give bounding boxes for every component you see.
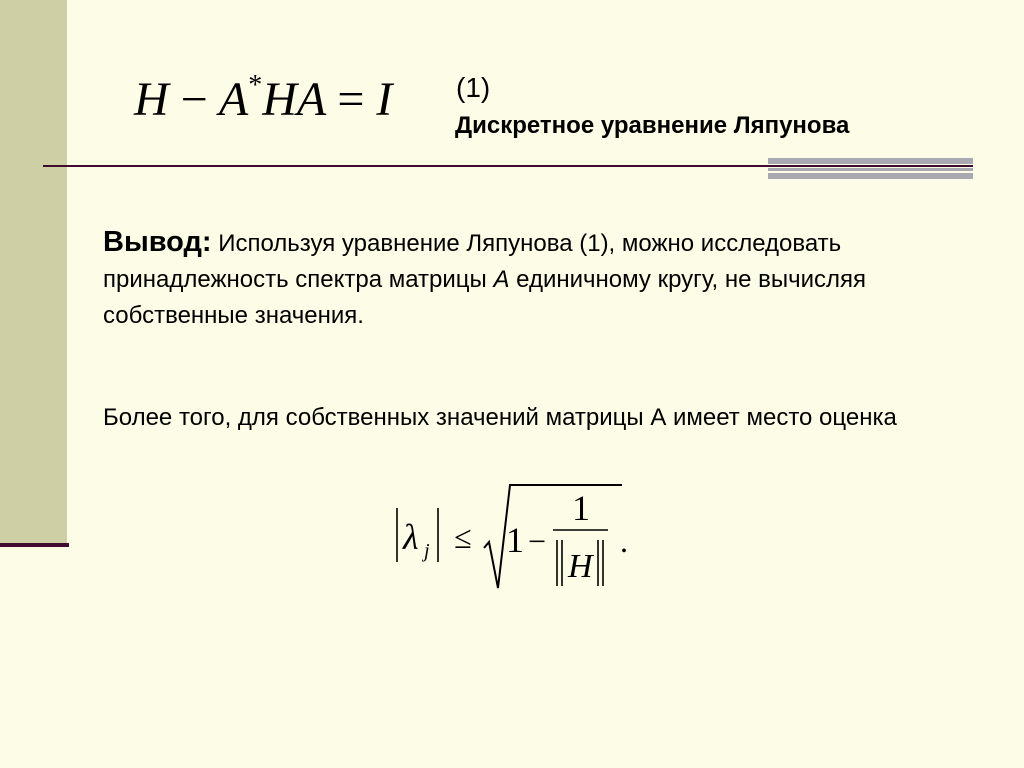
conclusion-paragraph: Вывод: Используя уравнение Ляпунова (1), можно исследовать принадлежность спектра матрицы A единичному кругу, не вычисляя собственные значения. (103, 226, 867, 329)
lyapunov-equation: H − A*HA = I (134, 70, 393, 126)
eigenvalue-estimate-formula (386, 476, 646, 600)
conclusion-lead: Вывод: (103, 226, 212, 258)
svg-text:λ: λ (403, 517, 419, 557)
svg-text:H: H (568, 548, 593, 585)
decor-bar (768, 173, 973, 179)
left-decor-band (0, 0, 67, 545)
equation-title: Дискретное уравнение Ляпунова (455, 112, 850, 139)
svg-text:j: j (424, 540, 430, 562)
decor-bar (768, 168, 973, 171)
left-decor-rule (0, 543, 69, 547)
equation-number: (1) (456, 72, 491, 103)
decor-bar (768, 158, 973, 164)
header-divider (43, 165, 973, 167)
estimate-paragraph: Более того, для собственных значений матрицы А имеет место оценка (103, 404, 897, 431)
svg-text:−: − (528, 523, 547, 559)
svg-text:1: 1 (506, 520, 524, 560)
svg-text:≤: ≤ (454, 519, 472, 555)
svg-text:.: . (620, 523, 628, 559)
svg-text:1: 1 (572, 488, 590, 528)
